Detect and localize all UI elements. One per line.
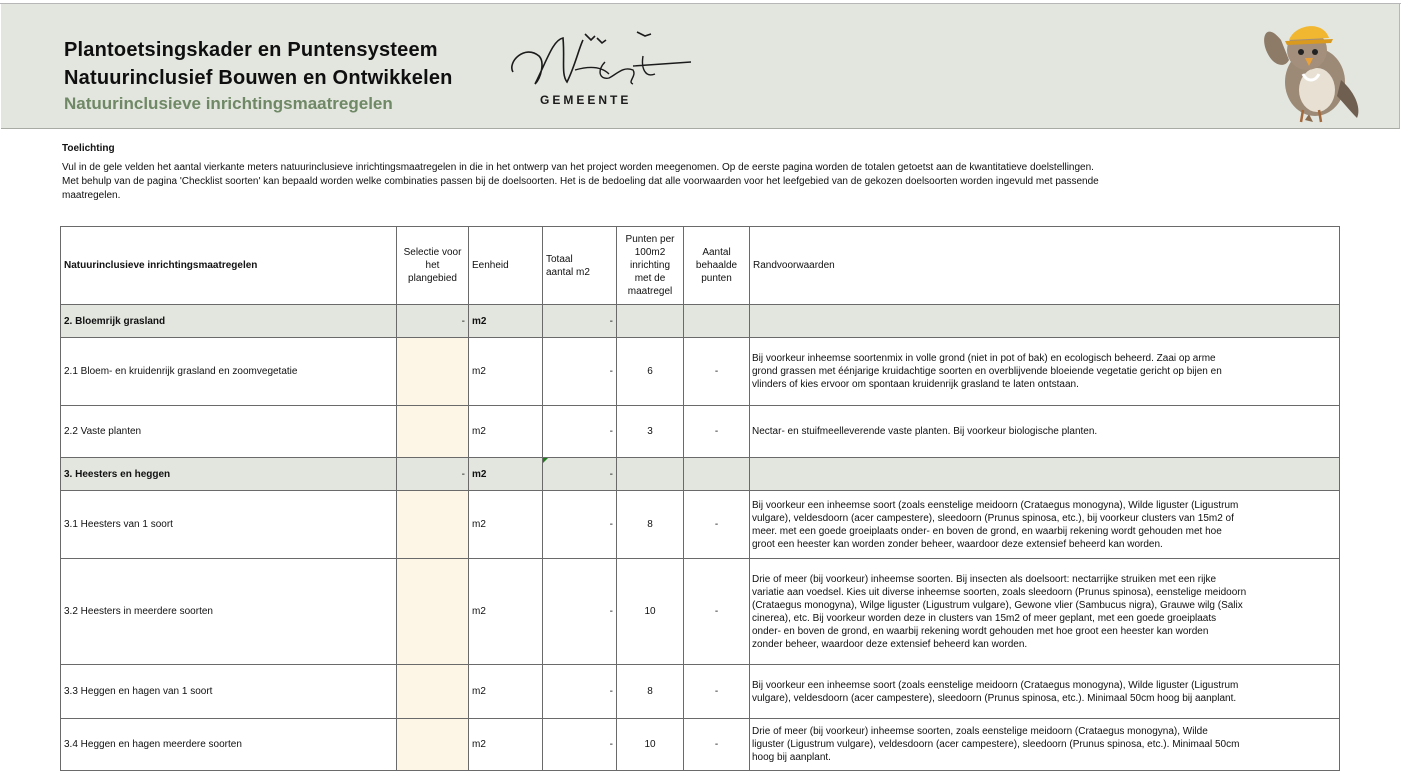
- points-cell: 8: [617, 491, 684, 559]
- total-cell: -: [543, 491, 617, 559]
- intro-line: Met behulp van de pagina 'Checklist soorten' kan bepaald worden welke combinaties passen bij de doelsoorten. Het is de bedoeling dat alle voorwaarden voor het leefgebied van de gekozen doelsoorten worden ingevuld met passende: [62, 176, 1099, 187]
- table-row: [61, 338, 1340, 406]
- measures-table: [60, 226, 1340, 771]
- points-cell: [617, 305, 684, 338]
- table-row: [61, 665, 1340, 719]
- points-cell: 8: [617, 665, 684, 719]
- conditions-cell: Bij voorkeur een inheemse soort (zoals eenstelige meidoorn (Crataegus monogyna), Wilde liguster (Ligustrum vulgare), veldesdoorn (acer campestere), sleedoorn (Prunus spinosa, etc.). Minimaal 50cm hoog bij aanplant.: [750, 665, 1340, 719]
- col-header-earned-points: Aantal behaalde punten: [684, 227, 750, 305]
- intro-text: [62, 161, 1352, 203]
- category-name: 3. Heesters en heggen: [61, 458, 397, 491]
- nest-gemeente-logo: [505, 26, 695, 110]
- unit-cell: m2: [469, 665, 543, 719]
- unit-cell: m2: [469, 338, 543, 406]
- selection-input-cell[interactable]: [397, 559, 469, 665]
- points-cell: 10: [617, 719, 684, 771]
- total-cell: -: [543, 406, 617, 458]
- logo-text: GEMEENTE: [540, 93, 632, 107]
- selection-input-cell[interactable]: [397, 338, 469, 406]
- conditions-cell: Bij voorkeur inheemse soortenmix in volle grond (niet in pot of bak) en ecologisch beheerd. Zaai op arme grond grassen met éénjarige kruidachtige soorten en overblijvende bloeiende vegetatie gericht op bijen en vlinders of kies ervoor om spontaan kruidenrijk grasland te laten ontstaan.: [750, 338, 1340, 406]
- table-header-row: [61, 227, 1340, 305]
- selection-cell[interactable]: -: [397, 458, 469, 491]
- earned-cell: [684, 458, 750, 491]
- unit-cell: m2: [469, 719, 543, 771]
- col-header-selection: Selectie voor het plangebied: [397, 227, 469, 305]
- points-cell: 6: [617, 338, 684, 406]
- selection-input-cell[interactable]: [397, 719, 469, 771]
- measure-name: 2.1 Bloem- en kruidenrijk grasland en zoomvegetatie: [61, 338, 397, 406]
- page-title-line1: Plantoetsingskader en Puntensysteem: [64, 39, 438, 61]
- table-row: [61, 458, 1340, 491]
- table-row: [61, 305, 1340, 338]
- unit-cell: m2: [469, 406, 543, 458]
- total-cell: -: [543, 338, 617, 406]
- col-header-measures: Natuurinclusieve inrichtingsmaatregelen: [61, 227, 397, 305]
- total-cell: -: [543, 305, 617, 338]
- points-cell: [617, 458, 684, 491]
- points-cell: 10: [617, 559, 684, 665]
- selection-input-cell[interactable]: [397, 491, 469, 559]
- category-name: 2. Bloemrijk grasland: [61, 305, 397, 338]
- earned-cell: -: [684, 665, 750, 719]
- conditions-cell: Nectar- en stuifmeelleverende vaste planten. Bij voorkeur biologische planten.: [750, 406, 1340, 458]
- earned-cell: -: [684, 491, 750, 559]
- measure-name: 3.3 Heggen en hagen van 1 soort: [61, 665, 397, 719]
- total-cell: -: [543, 719, 617, 771]
- points-cell: 3: [617, 406, 684, 458]
- earned-cell: [684, 305, 750, 338]
- selection-input-cell[interactable]: [397, 406, 469, 458]
- earned-cell: -: [684, 338, 750, 406]
- earned-cell: -: [684, 406, 750, 458]
- measure-name: 3.2 Heesters in meerdere soorten: [61, 559, 397, 665]
- conditions-cell: Drie of meer (bij voorkeur) inheemse soorten. Bij insecten als doelsoort: nectarrijke struiken met een rijke variatie aan voedsel. Kies uit diverse inheemse soorten, zoals sleedoorn (Prunus spinosa), eenstelige meidoorn (Crataegus monogyna), Wilge liguster (Ligustrum vulgare), Gewone vlier (Sambucus nigra), Grauwe wilg (Salix cinerea), etc. Bij voorkeur worden deze in clusters van 15m2 of meer geplant, met een goede groeiplaats onder- en boven de grond, en waarbij rekening wordt gehouden met hoe groot een heester kan worden zonder beheer, waardoor deze extensief beheerd kan worden.: [750, 559, 1340, 665]
- col-header-total: Totaal aantal m2: [543, 227, 617, 305]
- measure-name: 3.1 Heesters van 1 soort: [61, 491, 397, 559]
- table-row: [61, 491, 1340, 559]
- unit-cell: m2: [469, 559, 543, 665]
- earned-cell: -: [684, 719, 750, 771]
- intro-heading: Toelichting: [62, 143, 115, 154]
- table-row: [61, 559, 1340, 665]
- total-cell: -: [543, 559, 617, 665]
- intro-line: maatregelen.: [62, 190, 121, 201]
- measure-name: 3.4 Heggen en hagen meerdere soorten: [61, 719, 397, 771]
- col-header-conditions: Randvoorwaarden: [750, 227, 1340, 305]
- col-header-unit: Eenheid: [469, 227, 543, 305]
- unit-cell: m2: [469, 305, 543, 338]
- intro-line: Vul in de gele velden het aantal vierkante meters natuurinclusieve inrichtingsmaatregelen in die in het ontwerp van het project worden meegenomen. Op de eerste pagina worden de totalen getoetst aan de kwantitatieve doelstellingen.: [62, 162, 1094, 173]
- conditions-cell: [750, 458, 1340, 491]
- total-cell: -: [543, 665, 617, 719]
- total-cell: -: [543, 458, 617, 491]
- selection-input-cell[interactable]: [397, 665, 469, 719]
- sparrow-mascot-illustration: [1245, 10, 1365, 125]
- earned-cell: -: [684, 559, 750, 665]
- measure-name: 2.2 Vaste planten: [61, 406, 397, 458]
- page-title-line2: Natuurinclusief Bouwen en Ontwikkelen: [64, 67, 453, 89]
- table-row: [61, 719, 1340, 771]
- table-row: [61, 406, 1340, 458]
- page-subtitle: Natuurinclusieve inrichtingsmaatregelen: [64, 94, 393, 113]
- col-header-points-per-100m2: Punten per 100m2 inrichting met de maatregel: [617, 227, 684, 305]
- conditions-cell: Drie of meer (bij voorkeur) inheemse soorten, zoals eenstelige meidoorn (Crataegus monogyna), Wilde liguster (Ligustrum vulgare), veldesdoorn (acer campestere), sleedoorn (Prunus spinosa, etc.). Minimaal 50cm hoog bij aanplant.: [750, 719, 1340, 771]
- selection-cell[interactable]: -: [397, 305, 469, 338]
- unit-cell: m2: [469, 458, 543, 491]
- conditions-cell: Bij voorkeur een inheemse soort (zoals eenstelige meidoorn (Crataegus monogyna), Wilde liguster (Ligustrum vulgare), veldesdoorn (acer campestere), sleedoorn (Prunus spinosa, etc.), bij voorkeur clusters van 15m2 of meer. met een goede groeiplaats onder- en boven de grond, en waarbij rekening wordt gehouden met hoe groot een heester kan worden zonder beheer, waardoor deze extensief beheerd kan worden.: [750, 491, 1340, 559]
- unit-cell: m2: [469, 491, 543, 559]
- conditions-cell: [750, 305, 1340, 338]
